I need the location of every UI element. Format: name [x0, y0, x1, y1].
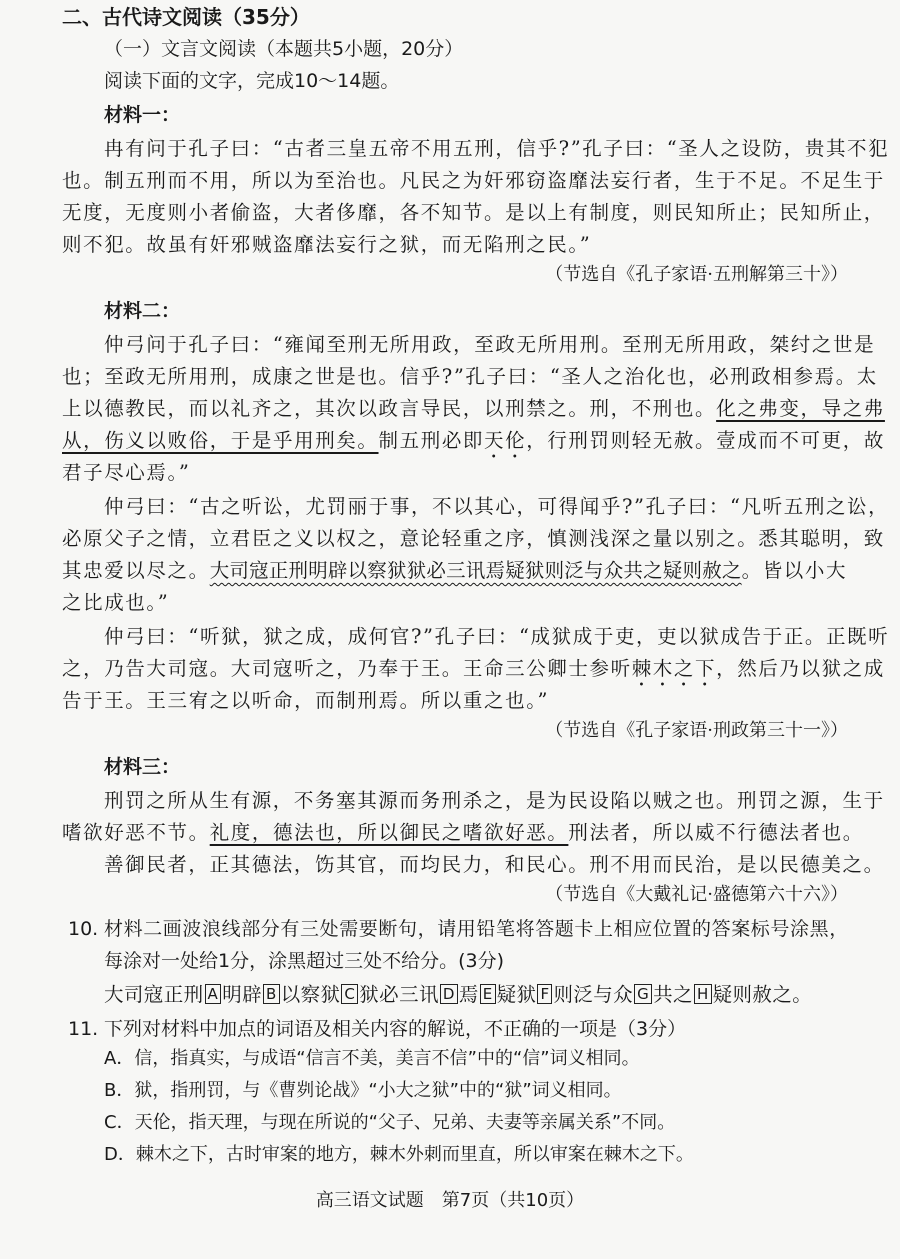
text-span: 嗜欲好恶不节。: [62, 821, 210, 844]
question-11-option-a[interactable]: A．信，指真实，与成语“信言不美，美言不信”中的“信”词义相同。: [104, 1048, 640, 1069]
material-2-source: （节选自《孔子家语·刑政第三十一》）: [545, 720, 848, 741]
sentence-segment: 明辟: [222, 983, 262, 1006]
sentence-segment: 大司寇正刑: [104, 983, 204, 1006]
instruction-text: 阅读下面的文字，完成10～14题。: [104, 70, 400, 92]
material-1-line: 则不犯。故虽有奸邪贼盗靡法妄行之狱，而无陷刑之民。”: [62, 233, 592, 256]
question-11-text: 下列对材料中加点的词语及相关内容的解说，不正确的一项是（3分）: [104, 1018, 687, 1040]
sentence-segment: 狱必三讯: [359, 983, 439, 1006]
text-span: 。皆以小大: [741, 559, 848, 582]
sentence-segment: 以察狱: [280, 983, 341, 1006]
question-11-number: 11.: [68, 1018, 99, 1040]
material-1-title: 材料一：: [104, 104, 181, 126]
answer-box-c[interactable]: C: [341, 984, 358, 1004]
text-span: 其忠爱以尽之。: [62, 559, 210, 582]
material-2-line: 之比成也。”: [62, 591, 170, 614]
sentence-segment: 焉: [458, 983, 479, 1006]
question-11-option-b[interactable]: B．狱，指刑罚，与《曹刿论战》“小大之狱”中的“狱”词义相同。: [104, 1080, 622, 1101]
material-2-line: 告于王。王三宥之以听命，而制刑焉。所以重之也。”: [62, 689, 550, 712]
question-10-sentence: [104, 980, 812, 1010]
answer-box-g[interactable]: G: [634, 984, 652, 1004]
sentence-segment: 疑则赦之。: [712, 983, 813, 1006]
section-heading: 二、古代诗文阅读（35分）: [62, 5, 310, 29]
answer-box-b[interactable]: B: [263, 984, 280, 1004]
question-10-text: 材料二画波浪线部分有三处需要断句，请用铅笔将答题卡上相应位置的答案标号涂黑，: [104, 918, 849, 940]
text-span: 刑法者，所以威不行德法者也。: [568, 821, 864, 844]
material-2-line: 必原父子之情，立君臣之义以权之，意论轻重之序，慎测浅深之量以别之。悉其聪明，致: [62, 527, 885, 550]
material-2-line: 仲弓曰：“听狱，狱之成，成何官?”孔子曰：“成狱成于吏，吏以狱成告于正。正既听: [104, 625, 890, 648]
text-span: ，然后乃以狱之成: [716, 657, 885, 680]
material-3-source: （节选自《大戴礼记·盛德第六十六》）: [545, 884, 848, 905]
question-11-option-c[interactable]: C．天伦，指天理，与现在所说的“父子、兄弟、夫妻等亲属关系”不同。: [104, 1112, 676, 1133]
material-1-source: （节选自《孔子家语·五刑解第三十》）: [545, 264, 848, 285]
wavy-underlined-passage: 大司寇正刑明辟以察狱狱必三讯焉疑狱则泛与众共之疑则赦之: [209, 559, 742, 582]
answer-box-h[interactable]: H: [694, 984, 712, 1004]
answer-box-f[interactable]: F: [537, 984, 552, 1004]
section-subheading: （一）文言文阅读（本题共5小题，20分）: [104, 38, 464, 60]
material-2-title: 材料二：: [104, 300, 181, 322]
material-3-title: 材料三：: [104, 756, 181, 778]
question-11-option-d[interactable]: D．棘木之下，古时审案的地方，棘木外刺而里直，所以审案在棘木之下。: [104, 1144, 694, 1165]
material-2-line: [62, 394, 885, 424]
material-1-line: 也。制五刑而不用，所以为至治也。凡民之为奸邪窃盗靡法妄行者，生于不足。不足生于: [62, 169, 885, 192]
question-10-text: 每涂对一处给1分，涂黑超过三处不给分。(3分): [104, 950, 505, 972]
dotted-term-jimu: 棘木之下: [631, 657, 717, 680]
text-span: ，行刑罚则轻无赦。壹成而不可更，故: [526, 429, 885, 452]
answer-box-e[interactable]: E: [480, 984, 496, 1004]
material-1-line: 无度，无度则小者偷盗，大者侈靡，各不知节。是以上有制度，则民知所止；民知所止，: [62, 201, 885, 224]
text-span: 上以德教民，而以礼齐之，其次以政言导民，以刑禁之。刑，不刑也。: [62, 397, 717, 420]
underlined-sentence: 化之弗变，导之弗: [716, 397, 885, 420]
sentence-segment: 共之: [653, 983, 693, 1006]
sentence-segment: 则泛与众: [553, 983, 634, 1006]
question-10-number: 10.: [68, 918, 99, 940]
material-2-line: 也；至政无所用刑，成康之世是也。信乎?”孔子曰：“圣人之治化也，必刑政相参焉。太: [62, 365, 878, 388]
page-footer: 高三语文试题 第7页（共10页）: [315, 1190, 585, 1211]
material-3-line: [62, 818, 864, 848]
text-span: 制五刑必即: [378, 429, 485, 452]
material-2-line: 仲弓曰：“古之听讼，尤罚丽于事，不以其心，可得闻乎?”孔子曰：“凡听五刑之讼，: [104, 495, 890, 518]
dotted-term-tianlun: 天伦: [484, 429, 527, 452]
sentence-segment: 疑狱: [496, 983, 537, 1006]
material-3-line: 刑罚之所从生有源，不务塞其源而务刑杀之，是为民设陷以贼之也。刑罚之源，生于: [104, 789, 885, 812]
underlined-sentence: 礼度，德法也，所以御民之嗜欲好恶。: [209, 821, 569, 844]
text-span: 之，乃告大司寇。大司寇听之，乃奉于王。王命三公卿士参听: [62, 657, 632, 680]
answer-box-d[interactable]: D: [440, 984, 458, 1004]
underlined-sentence: 从，伤义以败俗，于是乎用刑矣。: [62, 429, 379, 452]
material-3-line: 善御民者，正其德法，饬其官，而均民力，和民心。刑不用而民治，是以民德美之。: [104, 853, 885, 876]
answer-box-a[interactable]: A: [205, 984, 222, 1004]
material-2-line: 君子尽心焉。”: [62, 461, 191, 484]
material-2-line: [62, 556, 847, 586]
material-2-line: 仲弓问于孔子曰：“雍闻至刑无所用政，至政无所用刑。至刑无所用政，桀纣之世是: [104, 333, 876, 356]
material-1-line: 冉有问于孔子曰：“古者三皇五帝不用五刑，信乎?”孔子曰：“圣人之设防，贵其不犯: [104, 137, 890, 160]
